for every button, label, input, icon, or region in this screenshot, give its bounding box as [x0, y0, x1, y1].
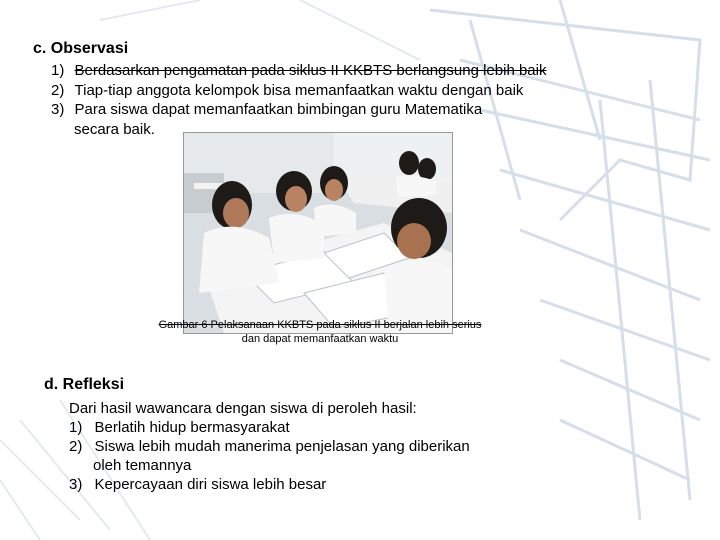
list-item: [69, 438, 470, 456]
list-item-text: secara baik.: [74, 121, 155, 138]
list-item-text: Tiap-tiap anggota kelompok bisa memanfaatkan waktu dengan baik: [74, 82, 524, 99]
figure-caption-line2: dan dapat memanfaatkan waktu: [241, 333, 399, 345]
classroom-photo: [183, 132, 453, 334]
list-item-text: Berlatih hidup bermasyarakat: [94, 419, 290, 436]
list-item: [69, 419, 290, 437]
list-item-continuation: [74, 121, 155, 139]
list-item: [51, 101, 482, 119]
list-item-number: 2): [51, 82, 65, 99]
section-d-title: d. Refleksi: [44, 376, 125, 393]
list-item: [69, 476, 326, 494]
list-item-continuation: [93, 457, 191, 475]
figure-caption-line1: Gambar 6 Pelaksanaan KKBTS pada siklus II berjalan lebih serius: [158, 319, 482, 331]
classroom-photo-drawing: [184, 133, 452, 333]
list-item-text: Berdasarkan pengamatan pada siklus II KKBTS berlangsung lebih baik: [74, 62, 547, 79]
list-item-number: 3): [69, 476, 83, 493]
list-item-number: 1): [51, 62, 65, 79]
section-c-title: c. Observasi: [33, 40, 129, 57]
list-item: [51, 62, 546, 80]
list-item-number: 3): [51, 101, 65, 118]
list-item-text: Siswa lebih mudah manerima penjelasan yang diberikan: [94, 438, 470, 455]
list-item-text: Kepercayaan diri siswa lebih besar: [94, 476, 327, 493]
list-item: [51, 82, 523, 100]
list-item-text: oleh temannya: [93, 457, 192, 474]
list-item-text: Para siswa dapat memanfaatkan bimbingan guru Matematika: [74, 101, 483, 118]
figure-caption: [110, 318, 530, 346]
list-item-number: 1): [69, 419, 83, 436]
list-item-number: 2): [69, 438, 83, 455]
section-d-intro: Dari hasil wawancara dengan siswa di peroleh hasil:: [69, 400, 417, 417]
